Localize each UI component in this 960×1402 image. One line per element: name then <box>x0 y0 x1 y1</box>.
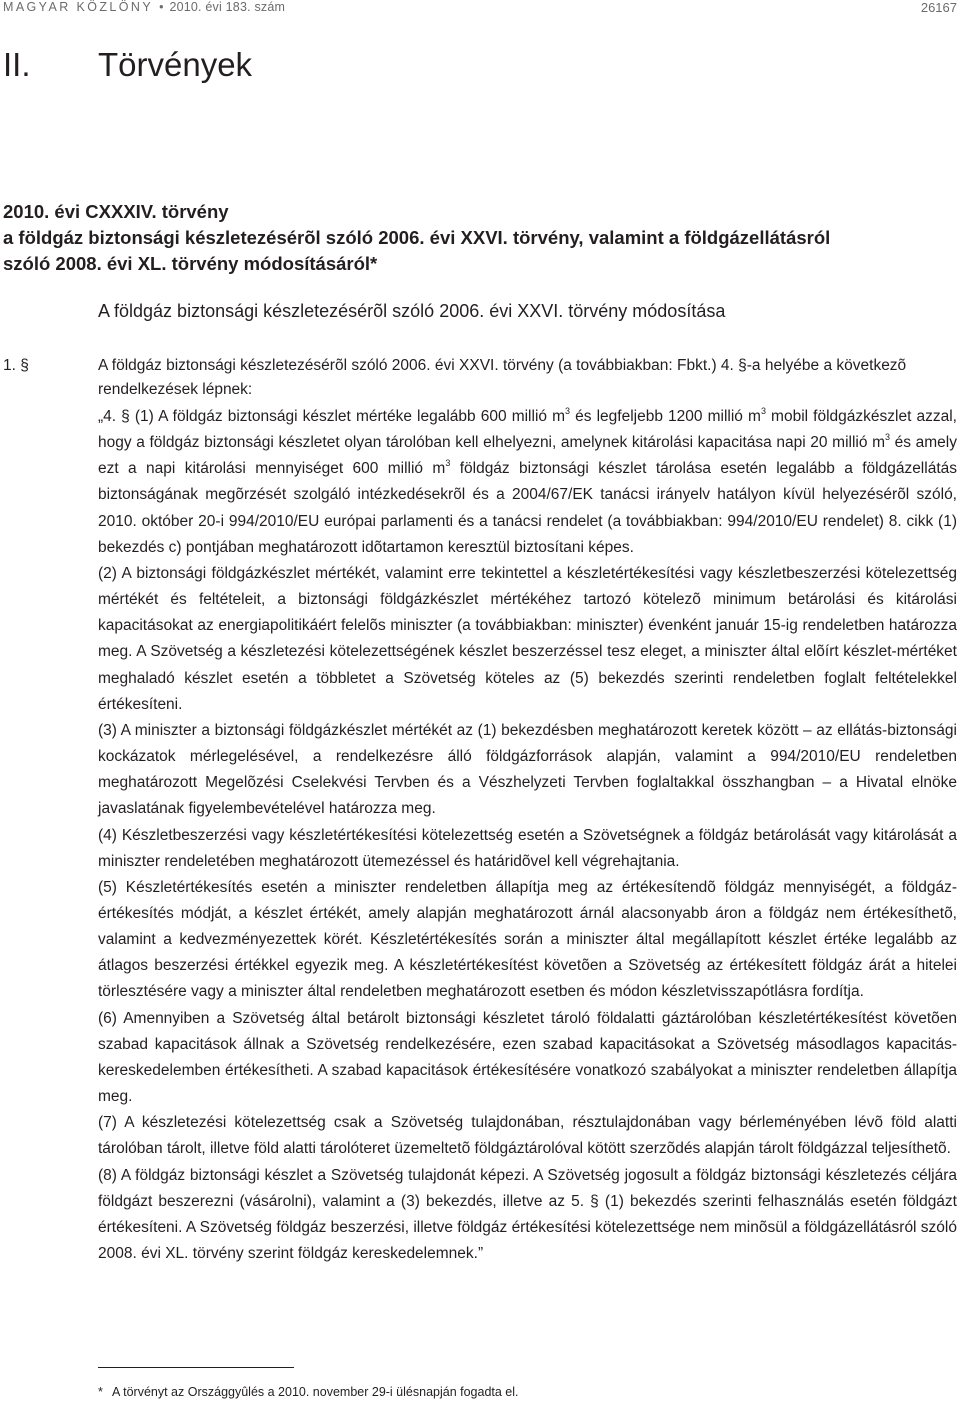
footnote-divider <box>98 1367 294 1368</box>
footnote <box>98 1385 519 1399</box>
paragraph-text: „4. § (1) A földgáz biztonsági készlet mértéke legalább 600 millió m <box>98 408 566 425</box>
chapter-number: II. <box>3 46 31 83</box>
footnote-text: A törvényt az Országgyûlés a 2010. november 29-i ülésnapján fogadta el. <box>112 1385 519 1399</box>
superscript: 3 <box>760 406 766 416</box>
journal-name: MAGYAR KÖZLÖNY <box>3 0 154 14</box>
superscript: 3 <box>445 458 451 469</box>
footnote-mark: * <box>98 1385 103 1399</box>
issue-label: 2010. évi 183. szám <box>169 0 286 14</box>
section-intro: A földgáz biztonsági készletezésérõl szóló 2006. évi XXVI. törvény (a továbbiakban: Fbkt.) 4. §-a helyébe a következõ rendelkezések lépnek: <box>98 357 907 398</box>
paragraph-6: (6) Amennyiben a Szövetség által betárolt biztonsági készletet tároló földalatti gáztárolóban készletértékesítést követõen szabad kapacitások állnak a Szövetség rendelkezésére, ezen szabad kapacitásokat a Szövetség másodlagos kapacitás-kereskedelemben értékesítheti. A szabad kapacitások értékesítésére vonatkozó szabályokat a miniszter rendeletben állapítja meg. <box>98 1009 957 1106</box>
law-title-line: 2010. évi CXXXIV. törvény <box>3 201 229 222</box>
law-title-line: a földgáz biztonsági készletezésérõl szóló 2006. évi XXVI. törvény, valamint a földgázellátásról <box>3 227 831 248</box>
paragraph-2: (2) A biztonsági földgázkészlet mértékét, valamint erre tekintettel a készletértékesítési vagy készletbeszerzési kötelezettség mértékét és feltételeit, a biztonsági földgázkészlet mértékéhez tartozó kötelezõ minimum betárolási és kitárolási kapacitásokat az energiapolitikáért felelõs miniszter (a továbbiakban: miniszter) évenként január 15-ig rendeletben határozza meg. A Szövetség a készletezési kötelezettségének készlet beszerzéssel tesz eleget, a miniszter által elõírt készlet-mértéket meghaladó készlet esetén a többletet a Szövetség köteles az (5) bekezdés szerinti rendeletben foglalt feltételekkel értékesíteni. <box>98 564 957 713</box>
paragraph-text: földgáz biztonsági készlet tárolása esetén legalább a földgázellátás biztonságának megõrzését szolgáló intézkedésekrõl és a 2004/67/EK tanácsi irányelv hatályon kívül helyezésérõl szóló, 2010. október 20-i 994/2010/EU európai parlamenti és a tanácsi rendelet (a továbbiakban: 994/2010/EU rendelet) 8. cikk (1) bekezdés c) pontjában meghatározott idõtartamon keresztül biztosítani képes. <box>98 460 957 556</box>
paragraph-8: (8) A földgáz biztonsági készlet a Szövetség tulajdonát képezi. A Szövetség jogosult a földgáz biztonsági készletezés céljára földgázt beszerezni (vásárolni), valamint a (3) bekezdés, illetve az 5. § (1) bekezdés szerinti felhasználás esetén földgázt értékesíteni. A Szövetség földgáz beszerzési, illetve földgáz értékesítési kötelezettsége nem minõsül a földgázellátásról szóló 2008. évi XL. törvény szerint földgáz kereskedelemnek.” <box>98 1166 957 1262</box>
paragraph-text: és amely ezt a napi kitárolási mennyiséget 600 millió m <box>98 434 957 478</box>
section-number: 1. § <box>3 357 29 374</box>
paragraph-text: és legfeljebb 1200 millió m <box>570 408 761 425</box>
paragraph-3: (3) A miniszter a biztonsági földgázkészlet mértékét az (1) bekezdésben meghatározott keretek között – az ellátás-biztonsági kockázatok mérlegelésével, a rendelkezésre álló földgázforrások alapján, valamint a 994/2010/EU rendeletben meghatározott Megelõzési Cselekvési Tervben és a Vészhelyzeti Tervben foglaltakkal összhangban – a Hivatal elnöke javaslatának figyelembevételével határozza meg. <box>98 721 957 818</box>
page-header <box>0 0 960 16</box>
superscript: 3 <box>565 406 571 416</box>
paragraph-4: (4) Készletbeszerzési vagy készletértékesítési kötelezettség esetén a Szövetségnek a földgáz betárolását vagy kitárolását a miniszter rendeletében meghatározott ütemezéssel és határidõvel kell végrehajtania. <box>98 826 957 870</box>
superscript: 3 <box>885 432 891 443</box>
header-bullet: • <box>159 0 164 14</box>
paragraph-text: mobil földgázkészlet azzal, hogy a földgáz biztonsági készletet olyan tárolóban kell elhelyezni, amelynek kitárolási kapacitása napi 20 millió m <box>98 408 957 452</box>
page-number: 26167 <box>920 0 957 15</box>
paragraph-7: (7) A készletezési kötelezettség csak a Szövetség tulajdonában, résztulajdonában vagy bérleményében lévõ föld alatti tárolóban tárolt, illetve föld alatti tárolóteret üzemeltetõ földgáztárolóval kötött szerzõdés alapján tárolt földgázzal teljesíthetõ. <box>98 1114 957 1158</box>
law-title-line: szóló 2008. évi XL. törvény módosításáról* <box>3 253 378 274</box>
section-1 <box>3 354 959 402</box>
paragraph-1 <box>98 404 957 561</box>
law-title <box>3 199 953 277</box>
amended-text <box>98 404 957 1267</box>
chapter-title: Törvények <box>98 46 253 83</box>
paragraph-5: (5) Készletértékesítés esetén a miniszter rendeletben állapítja meg az értékesítendõ földgáz mennyiségét, a földgáz-értékesítés módját, a készlet értékét, amely alapján meghatározott árnál alacsonyabb áron a földgáz nem értékesíthetõ, valamint a kedvezményezettek körét. Készletértékesítés során a miniszter által megállapított készlet értéke legalább az átlagos beszerzési értékkel egyezik meg. A készletértékesítést követõen a Szövetség az értékesített földgáz árát a hitelei törlesztésére vagy a miniszter által rendeletben meghatározott esetben és módon készletvisszapótlásra fordítja. <box>98 878 957 1001</box>
section-subtitle: A földgáz biztonsági készletezésérõl szóló 2006. évi XXVI. törvény módosítása <box>98 301 726 321</box>
running-head <box>3 0 285 14</box>
